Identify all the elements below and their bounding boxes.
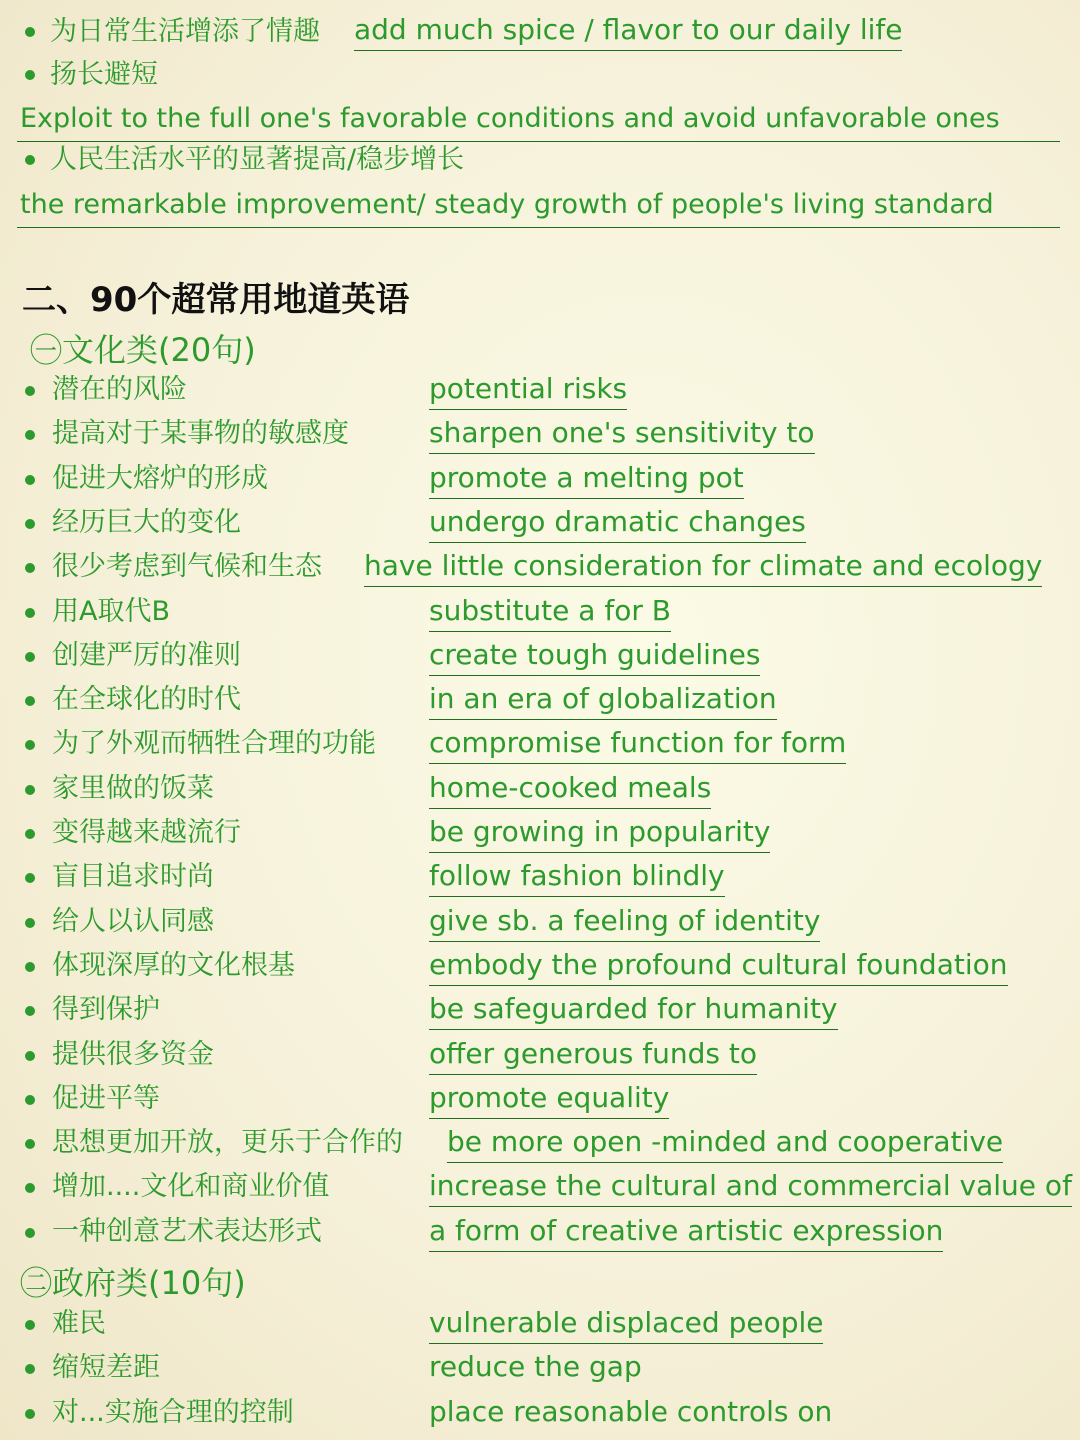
phrase-en: create tough guidelines — [429, 638, 760, 676]
bullet-dot — [25, 1228, 35, 1238]
phrase-en: place reasonable controls on — [429, 1394, 833, 1428]
bullet-dot — [25, 1364, 35, 1374]
phrase-en: add much spice / flavor to our daily life — [354, 13, 902, 51]
phrase-zh: 思想更加开放，更乐于合作的 — [52, 1127, 403, 1159]
bullet-dot — [25, 1051, 35, 1061]
bullet-dot — [25, 1095, 35, 1105]
phrase-zh: 为了外观而牺牲合理的功能 — [52, 728, 376, 760]
bullet-dot — [25, 652, 35, 662]
phrase-zh: 创建严厉的准则 — [52, 639, 241, 671]
bullet-dot — [25, 1183, 35, 1193]
divider-line — [17, 141, 1060, 142]
bullet-dot — [25, 70, 35, 80]
phrase-zh: 提高对于某事物的敏感度 — [52, 418, 349, 450]
phrase-en: potential risks — [429, 372, 627, 410]
bullet-dot — [25, 1139, 35, 1149]
bullet-dot — [25, 475, 35, 485]
bullet-dot — [25, 608, 35, 618]
culture-subtitle: ㊀文化类(20句) — [30, 331, 256, 369]
phrase-en: be safeguarded for humanity — [429, 992, 838, 1030]
phrase-en: compromise function for form — [429, 726, 846, 764]
phrase-en: increase the cultural and commercial value of — [429, 1169, 1072, 1207]
phrase-en: Exploit to the full one's favorable conditions and avoid unfavorable ones — [20, 103, 1000, 134]
government-subtitle: ㊁政府类(10句) — [20, 1264, 246, 1302]
phrase-en: vulnerable displaced people — [429, 1306, 823, 1344]
phrase-en: be growing in popularity — [429, 815, 770, 853]
bullet-dot — [25, 1006, 35, 1016]
bullet-dot — [25, 27, 35, 37]
phrase-en: in an era of globalization — [429, 682, 777, 720]
phrase-en: substitute a for B — [429, 594, 671, 632]
phrase-zh: 变得越来越流行 — [52, 817, 241, 848]
bullet-dot — [25, 873, 35, 883]
phrase-zh: 缩短差距 — [52, 1352, 160, 1384]
phrase-en: promote equality — [429, 1081, 669, 1119]
phrase-zh: 在全球化的时代 — [52, 684, 241, 716]
phrase-zh: 增加....文化和商业价值 — [52, 1171, 330, 1203]
phrase-en: have little consideration for climate and ecology — [364, 549, 1042, 587]
phrase-zh: 难民 — [52, 1308, 106, 1339]
phrase-en: a form of creative artistic expression — [429, 1214, 943, 1252]
bullet-dot — [25, 785, 35, 795]
phrase-zh: 家里做的饭菜 — [52, 772, 214, 804]
phrase-zh: 为日常生活增添了情趣 — [50, 16, 320, 47]
phrase-zh: 经历巨大的变化 — [52, 506, 241, 538]
phrase-zh: 得到保护 — [52, 994, 160, 1026]
phrase-zh: 盲目追求时尚 — [52, 861, 214, 893]
bullet-dot — [25, 386, 35, 396]
phrase-zh: 人民生活水平的显著提高/稳步增长 — [50, 144, 465, 175]
phrase-zh: 对...实施合理的控制 — [52, 1396, 294, 1428]
phrase-en: give sb. a feeling of identity — [429, 904, 820, 942]
section-title: 二、90个超常用地道英语 — [22, 280, 410, 320]
phrase-zh: 用A取代B — [52, 595, 170, 627]
bullet-dot — [25, 1409, 35, 1419]
bullet-dot — [25, 1320, 35, 1330]
bullet-dot — [25, 696, 35, 706]
bullet-dot — [25, 519, 35, 529]
phrase-en: be more open -minded and cooperative — [447, 1125, 1003, 1163]
phrase-en: follow fashion blindly — [429, 859, 725, 897]
phrase-zh: 促进平等 — [52, 1082, 160, 1114]
phrase-zh: 给人以认同感 — [52, 905, 214, 937]
bullet-dot — [25, 962, 35, 972]
bullet-dot — [25, 155, 35, 165]
phrase-zh: 扬长避短 — [50, 59, 158, 90]
bullet-dot — [25, 430, 35, 440]
phrase-zh: 潜在的风险 — [52, 374, 187, 405]
bullet-dot — [25, 563, 35, 573]
phrase-zh: 很少考虑到气候和生态 — [52, 551, 322, 583]
phrase-en: promote a melting pot — [429, 461, 744, 499]
phrase-en: reduce the gap — [429, 1350, 642, 1384]
phrase-en: home-cooked meals — [429, 771, 711, 809]
phrase-zh: 一种创意艺术表达形式 — [52, 1215, 322, 1247]
phrase-zh: 体现深厚的文化根基 — [52, 949, 295, 981]
phrase-en: offer generous funds to — [429, 1037, 757, 1075]
phrase-en: sharpen one's sensitivity to — [429, 416, 815, 454]
phrase-en: embody the profound cultural foundation — [429, 948, 1008, 986]
phrase-en: undergo dramatic changes — [429, 505, 806, 543]
divider-line — [17, 227, 1060, 228]
bullet-dot — [25, 740, 35, 750]
phrase-en: the remarkable improvement/ steady growth of people's living standard — [20, 189, 994, 220]
phrase-zh: 促进大熔炉的形成 — [52, 462, 268, 494]
phrase-zh: 提供很多资金 — [52, 1038, 214, 1070]
bullet-dot — [25, 918, 35, 928]
bullet-dot — [25, 829, 35, 839]
